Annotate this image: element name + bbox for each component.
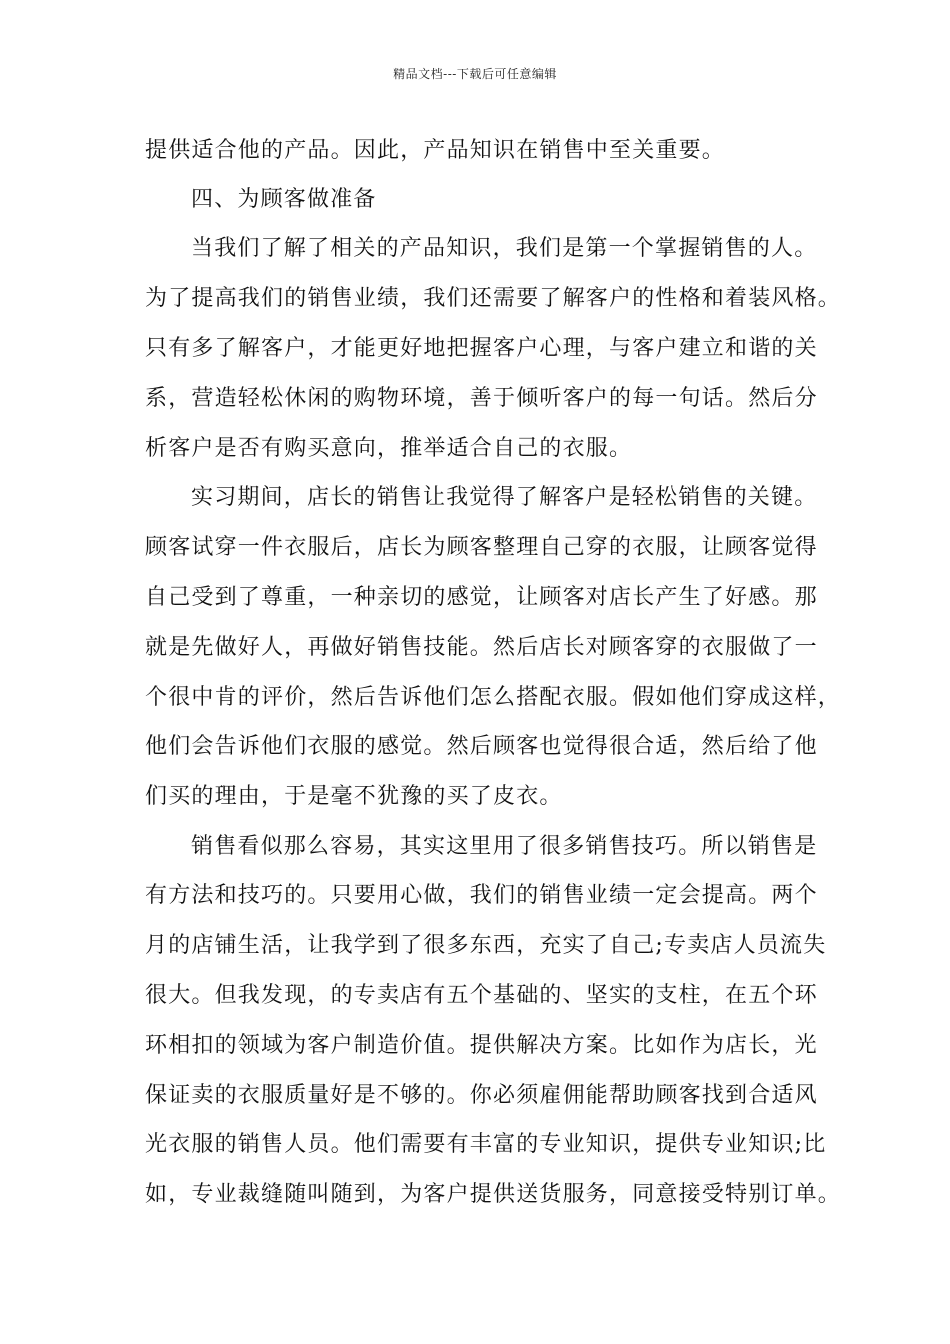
text-line: 个很中肯的评价，然后告诉他们怎么搭配衣服。假如他们穿成这样， bbox=[145, 685, 842, 710]
text-line: 就是先做好人，再做好销售技能。然后店长对顾客穿的衣服做了一 bbox=[145, 635, 818, 660]
text-line: 析客户是否有购买意向，推举适合自己的衣服。 bbox=[145, 436, 633, 461]
text-line: 为了提高我们的销售业绩，我们还需要了解客户的性格和着装风格。 bbox=[145, 286, 842, 311]
section-heading: 四、为顾客做准备 bbox=[191, 187, 377, 212]
text-line: 很大。但我发现，的专卖店有五个基础的、坚实的支柱，在五个环 bbox=[145, 983, 818, 1008]
text-line: 光衣服的销售人员。他们需要有丰富的专业知识，提供专业知识;比 bbox=[145, 1132, 827, 1157]
text-line: 实习期间，店长的销售让我觉得了解客户是轻松销售的关键。 bbox=[191, 485, 818, 510]
text-line: 他们会告诉他们衣服的感觉。然后顾客也觉得很合适，然后给了他 bbox=[145, 734, 818, 759]
text-line: 有方法和技巧的。只要用心做，我们的销售业绩一定会提高。两个 bbox=[145, 883, 818, 908]
text-line: 保证卖的衣服质量好是不够的。你必须雇佣能帮助顾客找到合适风 bbox=[145, 1083, 818, 1108]
text-line: 自己受到了尊重，一种亲切的感觉，让顾客对店长产生了好感。那 bbox=[145, 585, 818, 610]
text-line: 们买的理由，于是毫不犹豫的买了皮衣。 bbox=[145, 784, 563, 809]
text-line: 销售看似那么容易，其实这里用了很多销售技巧。所以销售是 bbox=[191, 834, 818, 859]
text-line: 环相扣的领域为客户制造价值。提供解决方案。比如作为店长，光 bbox=[145, 1033, 818, 1058]
text-line: 只有多了解客户，才能更好地把握客户心理，与客户建立和谐的关 bbox=[145, 336, 818, 361]
text-line: 如，专业裁缝随叫随到，为客户提供送货服务，同意接受特别订单。 bbox=[145, 1182, 842, 1207]
page-header: 精品文档---下载后可任意编辑 bbox=[393, 67, 557, 81]
text-line: 系，营造轻松休闲的购物环境，善于倾听客户的每一句话。然后分 bbox=[145, 386, 818, 411]
text-line: 月的店铺生活，让我学到了很多东西，充实了自己;专卖店人员流失 bbox=[145, 933, 827, 958]
text-line: 当我们了解了相关的产品知识，我们是第一个掌握销售的人。 bbox=[191, 236, 818, 261]
text-line: 提供适合他的产品。因此，产品知识在销售中至关重要。 bbox=[145, 138, 726, 163]
text-line: 顾客试穿一件衣服后，店长为顾客整理自己穿的衣服，让顾客觉得 bbox=[145, 535, 818, 560]
